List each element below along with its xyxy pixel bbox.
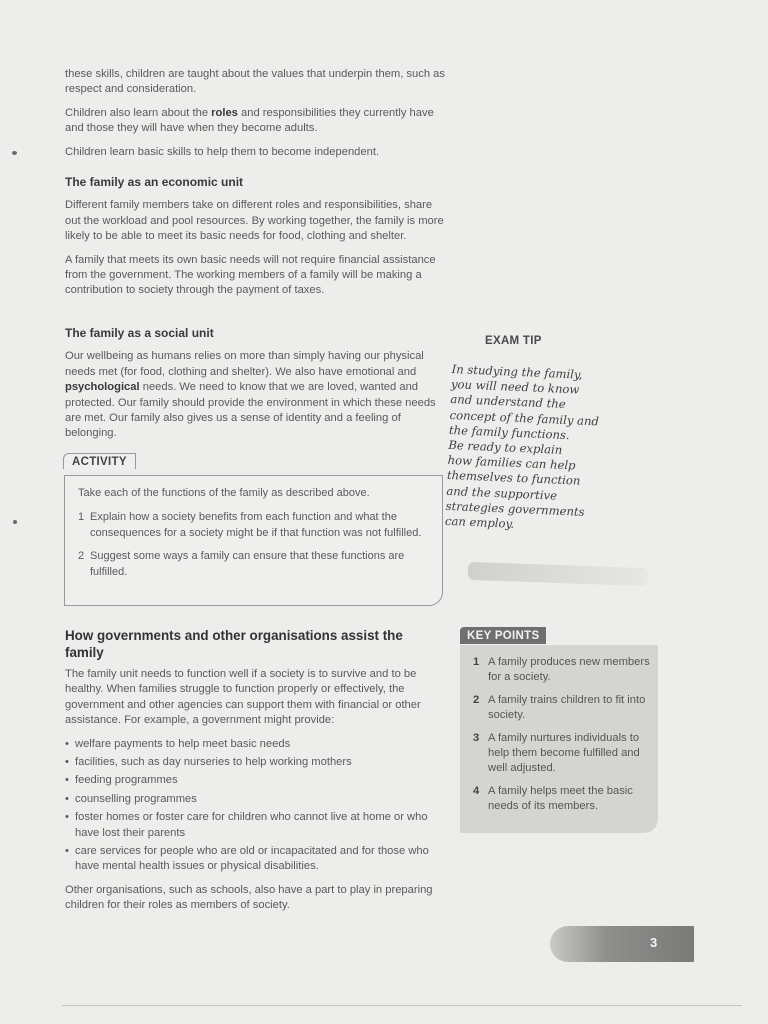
roles-keyword: roles (211, 106, 238, 119)
key-point-item (473, 655, 651, 686)
scan-speck (13, 520, 17, 524)
economic-paragraph-2: A family that meets its own basic needs will not require financial assistance from the government. The working members of a family will be making a contribution to society through the payment of taxes. (65, 253, 436, 297)
activity-item-text: Explain how a society benefits from each function and what the consequences for a society might be if that function was not fulfilled. (90, 511, 422, 539)
activity-label: ACTIVITY (63, 453, 136, 469)
exam-tip-line: you will need to know (450, 377, 580, 397)
social-text-pre: Our wellbeing as humans relies on more than simply having our physical needs met (for food, clothing and shelter). We also have emotional and (65, 350, 424, 378)
key-point-item (473, 731, 651, 777)
governments-section (65, 627, 445, 922)
exam-tip-line: and understand the (450, 392, 566, 412)
assistance-list-item: • care services for people who are old or incapacitated and for those who have mental health issues or physical disabilities. (65, 844, 445, 875)
assistance-list-item: • foster homes or foster care for children who cannot live at home or who have lost their parents (65, 810, 445, 841)
key-point-text: A family nurtures individuals to help them become fulfilled and well adjusted. (488, 731, 640, 775)
exam-tip-smudge (468, 562, 649, 586)
assistance-list (65, 737, 445, 875)
exam-tip-line: Be ready to explain (448, 437, 563, 457)
activity-item-number: 2 (78, 550, 85, 563)
economic-section (65, 175, 445, 307)
social-section (65, 326, 445, 450)
exam-tip-handwriting (445, 362, 652, 538)
key-point-text: A family helps meet the basic needs of its members. (488, 784, 633, 813)
exam-tip-line: the family functions. (448, 422, 570, 443)
activity-content (78, 486, 428, 588)
key-point-number: 3 (473, 731, 480, 744)
psychological-keyword: psychological (65, 381, 140, 394)
key-point-text: A family produces new members for a society. (488, 656, 650, 684)
assistance-list-item: • facilities, such as day nurseries to help working mothers (65, 755, 445, 770)
key-points-label: KEY POINTS (460, 627, 546, 644)
key-point-item (473, 784, 651, 815)
economic-paragraph-1: Different family members take on different roles and responsibilities, share out the workload and pool resources. By working together, the family is more likely to be able to meet its basic needs for food, clothing and shelter. (65, 199, 444, 243)
activity-item-number: 1 (78, 511, 85, 524)
exam-tip-line: strategies governments (445, 498, 585, 519)
governments-paragraph-2: Other organisations, such as schools, also have a part to play in preparing children for their roles as members of society. (65, 883, 433, 912)
exam-tip-line: how families can help (447, 453, 576, 473)
key-point-number: 4 (473, 784, 480, 797)
page-number: 3 (650, 935, 658, 950)
roles-text-pre: Children also learn about the (65, 106, 212, 119)
key-point-number: 2 (473, 693, 480, 706)
intro-section (65, 67, 445, 168)
scan-speck (12, 151, 17, 155)
activity-item (78, 549, 428, 580)
roles-text-post: and responsibilities they currently have and those they will have when they become adults. (65, 106, 434, 135)
page-number-tab (550, 926, 694, 962)
key-point-item (473, 693, 651, 724)
key-point-text: A family trains children to fit into society. (488, 693, 646, 722)
exam-tip-line: In studying the family, (451, 362, 583, 382)
intro-paragraph: these skills, children are taught about the values that underpin them, such as respect and consideration. (65, 68, 445, 96)
exam-tip-line: can employ. (444, 513, 515, 531)
activity-item-text: Suggest some ways a family can ensure that these functions are fulfilled. (90, 550, 405, 578)
assistance-list-item: • welfare payments to help meet basic needs (65, 737, 445, 752)
exam-tip-title: EXAM TIP (485, 335, 542, 347)
activity-item (78, 510, 428, 541)
governments-paragraph-1: The family unit needs to function well if a society is to survive and to be healthy. When families struggle to function properly or effectively, the government and other agencies can support them with financial or other assistance. For example, a government might provide: (65, 668, 421, 727)
exam-tip-line: themselves to function (446, 468, 581, 489)
social-text-post: needs. We need to know that we are loved, wanted and protected. Our family should provide the environment in which these needs are met. Our family also gives us a sense of identity and a feeling of belonging. (65, 381, 436, 440)
social-heading: The family as a social unit (65, 326, 214, 340)
social-paragraph (65, 349, 445, 441)
roles-paragraph (65, 106, 445, 137)
activity-intro: Take each of the functions of the family as described above. (78, 487, 370, 499)
bottom-divider (62, 1005, 742, 1006)
governments-heading: How governments and other organisations assist the family (65, 628, 403, 660)
exam-tip-line: and the supportive (446, 483, 558, 503)
key-point-number: 1 (473, 656, 480, 668)
assistance-list-item: • counselling programmes (65, 792, 445, 807)
skills-paragraph: Children learn basic skills to help them to become independent. (65, 145, 380, 158)
key-points-list (473, 655, 651, 822)
economic-heading: The family as an economic unit (65, 175, 244, 189)
exam-tip-line: concept of the family and (449, 407, 600, 429)
assistance-list-item: • feeding programmes (65, 773, 445, 788)
